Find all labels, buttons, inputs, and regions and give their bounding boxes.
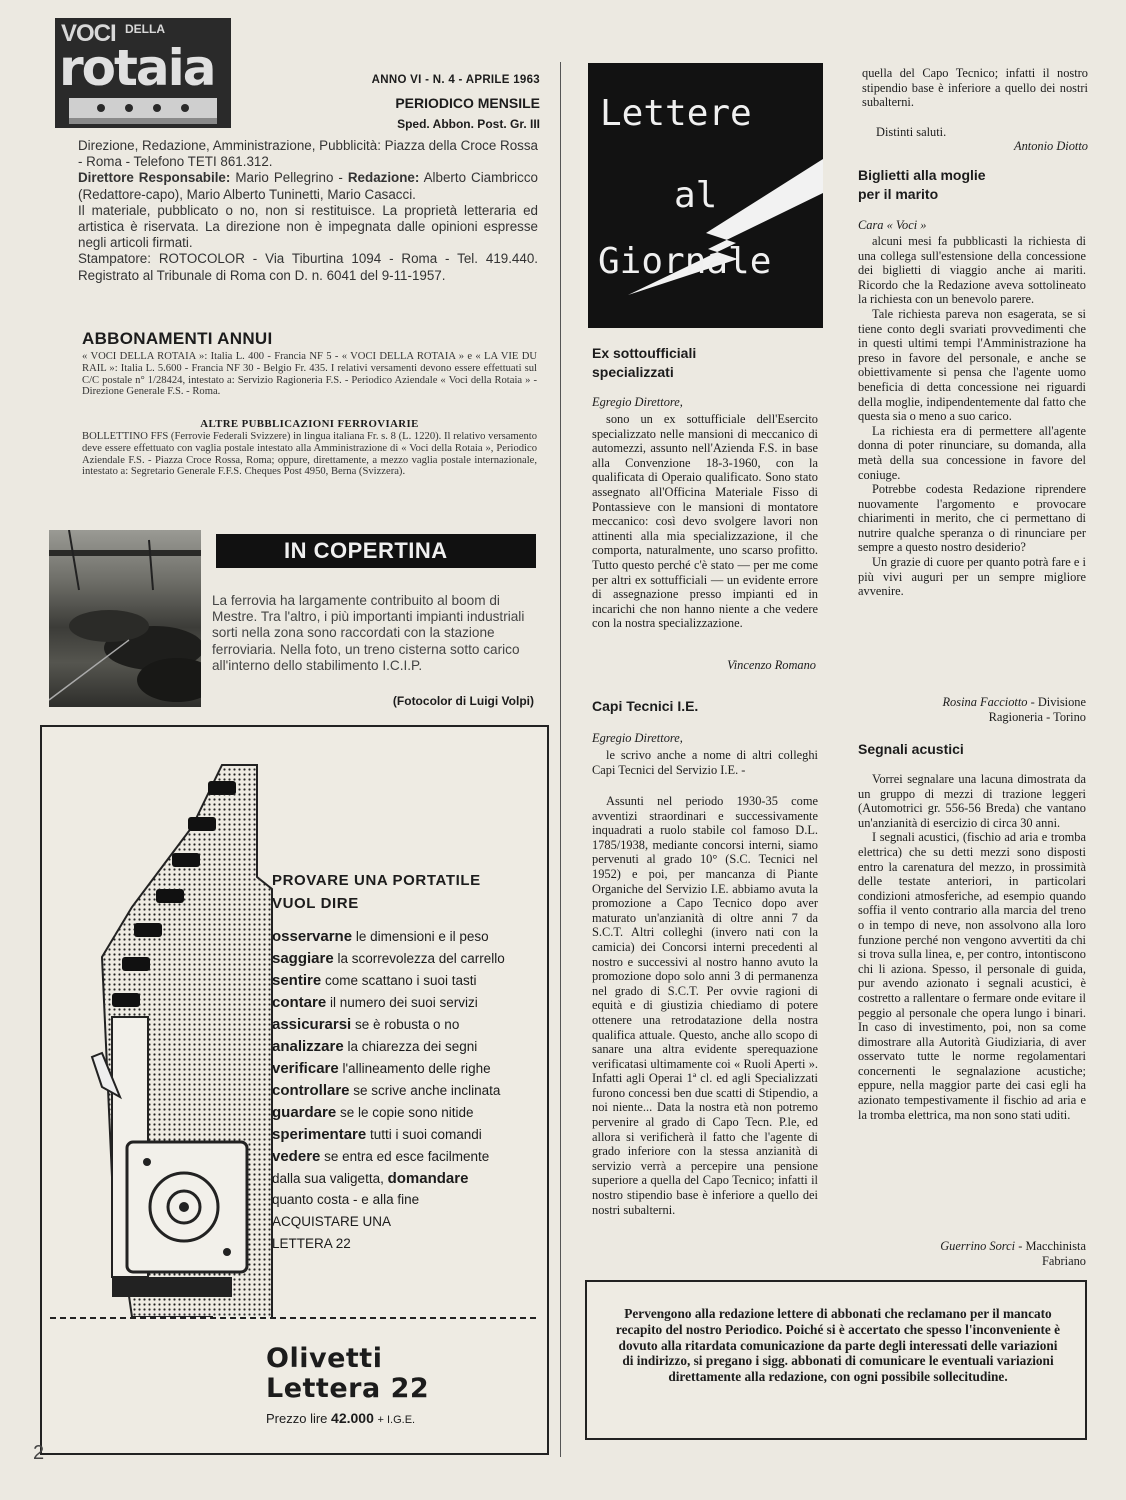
ad-line: controllare se scrive anche inclinata bbox=[272, 1082, 501, 1099]
letter2-title: Capi Tecnici I.E. bbox=[592, 698, 699, 714]
letter3-p4: Potrebbe codesta Redazione riprendere nuovamente l'argomento e provocare chiarimenti in merito, che ci permettano di nutrire qualche speranza o di rinunciare per sempre a questo nostro desiderio? bbox=[858, 482, 1086, 555]
column-divider bbox=[560, 62, 561, 1457]
colophon-staff bbox=[78, 170, 538, 202]
postal-info: Sped. Abbon. Post. Gr. III bbox=[397, 117, 540, 131]
page-number: 2 bbox=[33, 1442, 45, 1464]
colophon-rights: Il materiale, pubblicato o no, non si restituisce. La proprietà letteraria ed artistica è riservata. La direzione non è impegnata dalle opinioni espresse negli articoli firmati. bbox=[78, 202, 538, 251]
ad-price-label: Prezzo lire bbox=[266, 1411, 328, 1426]
ad-line: sperimentare tutti i suoi comandi bbox=[272, 1126, 482, 1143]
letter3-p1: alcuni mesi fa pubblicasti la richiesta di una collega sull'estensione della concessione dei biglietti di viaggio anche ai mariti. Ricordo che la Redazione aveva sottolineato la richiesta con un benevolo parere. bbox=[858, 234, 1086, 307]
other-publications-title: ALTRE PUBBLICAZIONI FERROVIARIE bbox=[200, 418, 419, 430]
letter2-signature: Antonio Diotto bbox=[1014, 139, 1088, 153]
ad-line: saggiare la scorrevolezza del carrello bbox=[272, 950, 505, 967]
ad-line: sentire come scattano i suoi tasti bbox=[272, 972, 477, 989]
ad-line: guardare se le copie sono nitide bbox=[272, 1104, 474, 1121]
letter2-closing: Distinti saluti. bbox=[876, 125, 947, 139]
subscriptions-title: ABBONAMENTI ANNUI bbox=[82, 329, 273, 348]
ad-line: assicurarsi se è robusta o no bbox=[272, 1016, 460, 1033]
cover-photo bbox=[49, 530, 201, 707]
ad-price bbox=[266, 1410, 415, 1426]
locomotive-icon bbox=[55, 94, 231, 128]
ad-model: Lettera 22 bbox=[266, 1373, 430, 1404]
editorial-names: Alberto Ciambricco (Redattore-capo), Mario Alberto Tuninetti, Mario Casacci. bbox=[78, 170, 538, 202]
letter2-intro: le scrivo anche a nome di altri colleghi Capi Tecnici del Servizio I.E. - bbox=[592, 748, 818, 777]
cover-title: IN COPERTINA bbox=[284, 538, 448, 563]
colophon-printer: Stampatore: ROTOCOLOR - Via Tiburtina 1094 - Roma - Tel. 419.440. Registrato al Tribunale di Roma con D. n. 6041 del 9-11-1957. bbox=[78, 251, 538, 283]
ad-line: ACQUISTARE UNA bbox=[272, 1214, 392, 1229]
letter1-signature: Vincenzo Romano bbox=[727, 658, 816, 672]
logo-main-text: rotaia bbox=[59, 39, 215, 97]
ad-price-value: 42.000 bbox=[331, 1410, 374, 1426]
ad-copy bbox=[272, 928, 542, 1258]
director-label: Direttore Responsabile: bbox=[78, 170, 231, 186]
ad-headline-2: VUOL DIRE bbox=[272, 895, 359, 912]
cover-caption: La ferrovia ha largamente contribuito al boom di Mestre. Tra l'altro, i più importanti impianti industriali sorti nella zona sono raccordati con la stazione ferroviaria. Nella foto, un treno cisterna sotto carico all'interno dello stabilimento I.C.I.P. bbox=[212, 593, 525, 673]
ad-line: osservarne le dimensioni e il peso bbox=[272, 928, 489, 945]
colophon bbox=[78, 138, 538, 284]
issue-line: ANNO VI - N. 4 - APRILE 1963 bbox=[371, 74, 540, 86]
letter4-signature: Guerrino Sorci - Macchinista Fabriano bbox=[940, 1239, 1086, 1268]
colophon-address: Direzione, Redazione, Amministrazione, Pubblicità: Piazza della Croce Rossa - Roma - Telefono TETI 861.312. bbox=[78, 138, 538, 170]
letter3-p3: La richiesta era di permettere all'agente donna di poter rinunciare, su domanda, alla metà della sua concessione in favore del coniuge. bbox=[858, 423, 1086, 482]
ad-headline-1: PROVARE UNA PORTATILE bbox=[272, 872, 481, 889]
ad-line: verificare l'allineamento delle righe bbox=[272, 1060, 491, 1077]
other-publications-body: BOLLETTINO FFS (Ferrovie Federali Svizzere) in lingua italiana Fr. s. 8 (L. 1220). Il relativo versamento deve essere effettuato con vaglia postale intestato alla Amministrazione di « Voci della Rotaia », Periodico Aziendale F.S. - Piazza Croce Rossa, Roma; oppure, direttamente, a mezzo vaglia postale internazionale, intestato a: Segretario Generale F.F.S. Cheques Post 4950, Berna (Svizzera). bbox=[82, 431, 537, 478]
periodical-type: PERIODICO MENSILE bbox=[395, 95, 540, 111]
ad-brand: Olivetti bbox=[266, 1343, 383, 1374]
tank-train-icon bbox=[49, 530, 201, 707]
letters-title-2: al bbox=[674, 175, 718, 216]
cover-title-bar bbox=[216, 534, 536, 568]
letter3-p5: Un grazie di cuore per quanto potrà fare e i più vivi auguri per un sempre migliore avvenire. bbox=[858, 555, 1086, 599]
notice-text: Pervengono alla redazione lettere di abbonati che reclamano per il mancato recapito del nostro Periodico. Poiché si è accertato che spesso l'inconveniente è dovuto alla ritardata comunicazione da parte degli interessati delle variazioni di indirizzo, si pregano i sigg. abbonati di comunicare le eventuali variazioni direttamente alla redazione, con ogni possibile sollecitudine. bbox=[615, 1306, 1061, 1385]
letter3-title: Biglietti alla moglie per il marito bbox=[858, 167, 986, 202]
letter3-body bbox=[858, 234, 1086, 599]
letter3-p2: Tale richiesta pareva non esagerata, se si tiene conto degli svariati provvedimenti che in questi ultimi tempi l'Amministrazione ha preso in favore del personale, e anche se obiettivamente si pensa che l'agente uomo beneficia di detta concessione nei riguardi della moglie, indipendentemente dal fatto che questa sia o meno a suo carico. bbox=[858, 306, 1086, 424]
cover-credit: (Fotocolor di Luigi Volpi) bbox=[392, 694, 534, 708]
letter1-title: Ex sottoufficiali specializzati bbox=[592, 345, 697, 380]
ad-line: dalla sua valigetta, domandare bbox=[272, 1170, 469, 1187]
letter4-title: Segnali acustici bbox=[858, 741, 964, 757]
letter3-salutation: Cara « Voci » bbox=[858, 218, 927, 232]
logo-small-text: DELLA bbox=[125, 22, 165, 36]
letter4-p1: Vorrei segnalare una lacuna dimostrata da un gruppo di mezzi di trazione leggeri (Automotrici gr. 556-56 Breda) che vantano un'anzianità di esercizio di circa 30 anni. bbox=[858, 772, 1086, 830]
editorial-label: Redazione: bbox=[347, 170, 420, 186]
masthead-logo bbox=[55, 18, 231, 128]
letters-title-box bbox=[588, 63, 823, 328]
director-name: Mario Pellegrino - bbox=[235, 170, 343, 186]
letter1-salutation: Egregio Direttore, bbox=[592, 395, 683, 409]
ad-line: quanto costa - e alla fine bbox=[272, 1192, 420, 1207]
letter4-body bbox=[858, 772, 1086, 1122]
letter2-salutation: Egregio Direttore, bbox=[592, 731, 683, 745]
logo-top-text: VOCI bbox=[61, 20, 116, 47]
letter2-continuation: quella del Capo Tecnico; infatti il nostro stipendio base è inferiore a quello dei nostri subalterni. bbox=[862, 66, 1088, 110]
ad-line: analizzare la chiarezza dei segni bbox=[272, 1038, 478, 1055]
notice-box bbox=[585, 1280, 1087, 1440]
ad-price-tax: + I.G.E. bbox=[377, 1414, 416, 1426]
ad-divider bbox=[50, 1317, 536, 1319]
ad-line: LETTERA 22 bbox=[272, 1236, 351, 1251]
olivetti-ad bbox=[40, 725, 549, 1455]
letters-title-1: Lettere bbox=[600, 93, 752, 134]
letter2-body: Assunti nel periodo 1930-35 come avventizi straordinari e successivamente inquadrati a ruolo stabile col famoso D.L. 1785/1938, mediante concorsi interni, siamo pervenuti al grado 10° (S.C. Tecnici nel 1952) e poi, per mancanza di Piante Organiche del Servizio I.E. abbiamo avuta la promozione a Capo Tecnico dopo aver maturato un'anzianità di oltre anni 7 da S.C.T. Altri colleghi (invero nati con la camicia) dei Concorsi interni precedenti al nostro e successivi al nostro hanno avuto la promozione dopo solo anni 3 di permanenza nel grado di S.C.T. Per ovvie ragioni di equità e di giustizia chiediamo di potere ottenere una retrodatazione della nostra qualifica attuale. Questo, anche allo scopo di sanare una altra evidente sperequazione verificatasi ultimamente coi « Ruoli Aperti ». Infatti agli Operai 1ª cl. ed agli Specializzati furono concessi ben due scatti di Stipendio, a noi niente... Data la nostra età non potremo pervenire al grado di Capo Tecn. P.le, ed allora si verificherà il fatto che l'agente di grado inferiore con la stessa anzianità di servizio verrà a percepire una pensione superiore a quella del Capo Tecnico; infatti il nostro stipendio base è inferiore a quello dei nostri subalterni. bbox=[592, 794, 818, 1217]
letter3-signature: Rosina Facciotto - Divisione Ragioneria - Torino bbox=[942, 695, 1086, 724]
ad-line: vedere se entra ed esce facilmente bbox=[272, 1148, 490, 1165]
ad-line: contare il numero dei suoi servizi bbox=[272, 994, 478, 1011]
letter4-p2: I segnali acustici, (fischio ad aria e tromba elettrica) che su detti mezzi sono disposti entro la carenatura del mezzo, in prossimità delle testate anteriori, in particolari condizioni atmosferiche, ad esempio quando soffia il vento contrario alla marcia del treno o in tempo di neve, non assolvono alla loro funzione perché non vengono avvertiti da chi si trova sulla linea, e, per contro, intontiscono chi li aziona. Spesso, il personale di guida, pur avendo azionato i segnali acustici, è costretto a rallentare o fermare onde evitare il peggio al personale che opera lungo i binari. In caso di investimento, poi, non sa come dimostrare alla Autorità Giudiziaria, di aver osservato tutte le norme regolamentari concernenti le segnalazione acustiche; eppure, nella maggior parte dei casi egli ha azionato tempestivamente il fischio ad aria e la tromba elettrica, ma non sono stati uditi. bbox=[858, 830, 1086, 1122]
letter1-body: sono un ex sottufficiale dell'Esercito specializzato nelle mansioni di meccanico di automezzi, assunto nell'Azienda F.S. in base alla Convenzione 18-3-1960, con la qualificata di Operaio qualificato. Sono stato assegnato all'Officina Materiale Fisso di Pontassieve con le mansioni di montatore meccanico: così devo svolgere lavori non attinenti alla mia specializzazione, il che comporta, naturalmente, uno scarso profitto. Tutto questo perché c'è stato — per me come per altri ex sottufficiali — un evidente errore di assegnazione presso impianti ed in incarichi che non hanno niente a che vedere con la nostra specializzazione. bbox=[592, 412, 818, 631]
typewriter-icon bbox=[72, 757, 292, 1317]
subscriptions-body: « VOCI DELLA ROTAIA »: Italia L. 400 - Francia NF 5 - « VOCI DELLA ROTAIA » e « LA VIE DU RAIL »: Italia L. 5.600 - Francia NF 30 - Belgio Fr. 435. I relativi versamenti devono essere effettuati sul C/C postale n° 1/28424, intestato a: Servizio Ragioneria F.S. - Periodico Aziendale « Voci della Rotaia » - Direzione Generale F.S. - Roma. bbox=[82, 351, 537, 398]
letters-title-3: Giornale bbox=[598, 241, 772, 282]
